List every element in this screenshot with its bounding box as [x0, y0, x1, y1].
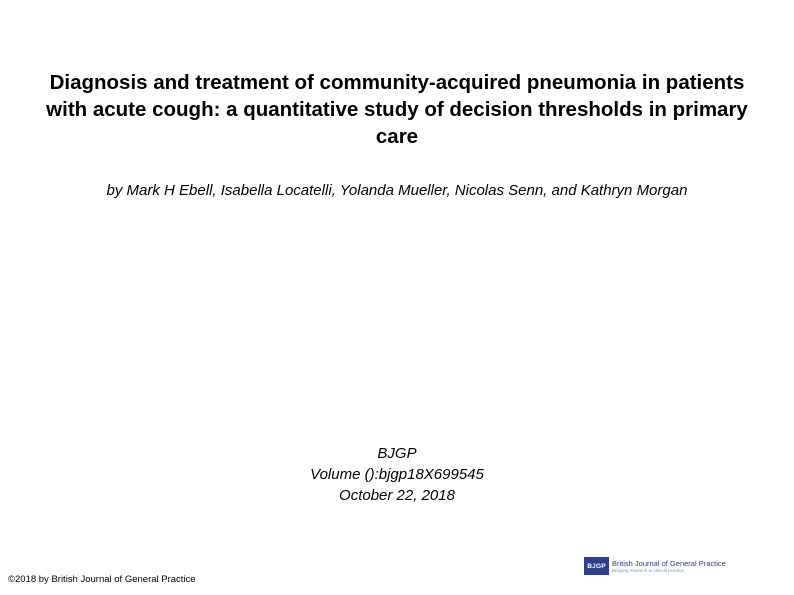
citation-block	[200, 443, 594, 506]
journal-logo	[584, 556, 726, 576]
journal-name: BJGP	[377, 445, 417, 462]
logo-tagline: Bringing research to clinical practice	[612, 567, 685, 573]
bjgp-logo-icon	[584, 557, 609, 575]
volume-info: Volume ():bjgp18X699545	[310, 466, 484, 483]
author-list: by Mark H Ebell, Isabella Locatelli, Yolanda Mueller, Nicolas Senn, and Kathryn Morgan	[106, 182, 688, 199]
logo-journal-name: British Journal of General Practice	[612, 558, 726, 568]
logo-mark-text: BJGP	[587, 562, 606, 570]
paper-title: Diagnosis and treatment of community-acquired pneumonia in patients with acute cough: a quantitative study of decision thresholds in primary care	[46, 71, 748, 148]
publication-date: October 22, 2018	[339, 487, 455, 504]
copyright-notice: ©2018 by British Journal of General Practice	[8, 574, 196, 585]
logo-wordmark	[612, 559, 726, 574]
